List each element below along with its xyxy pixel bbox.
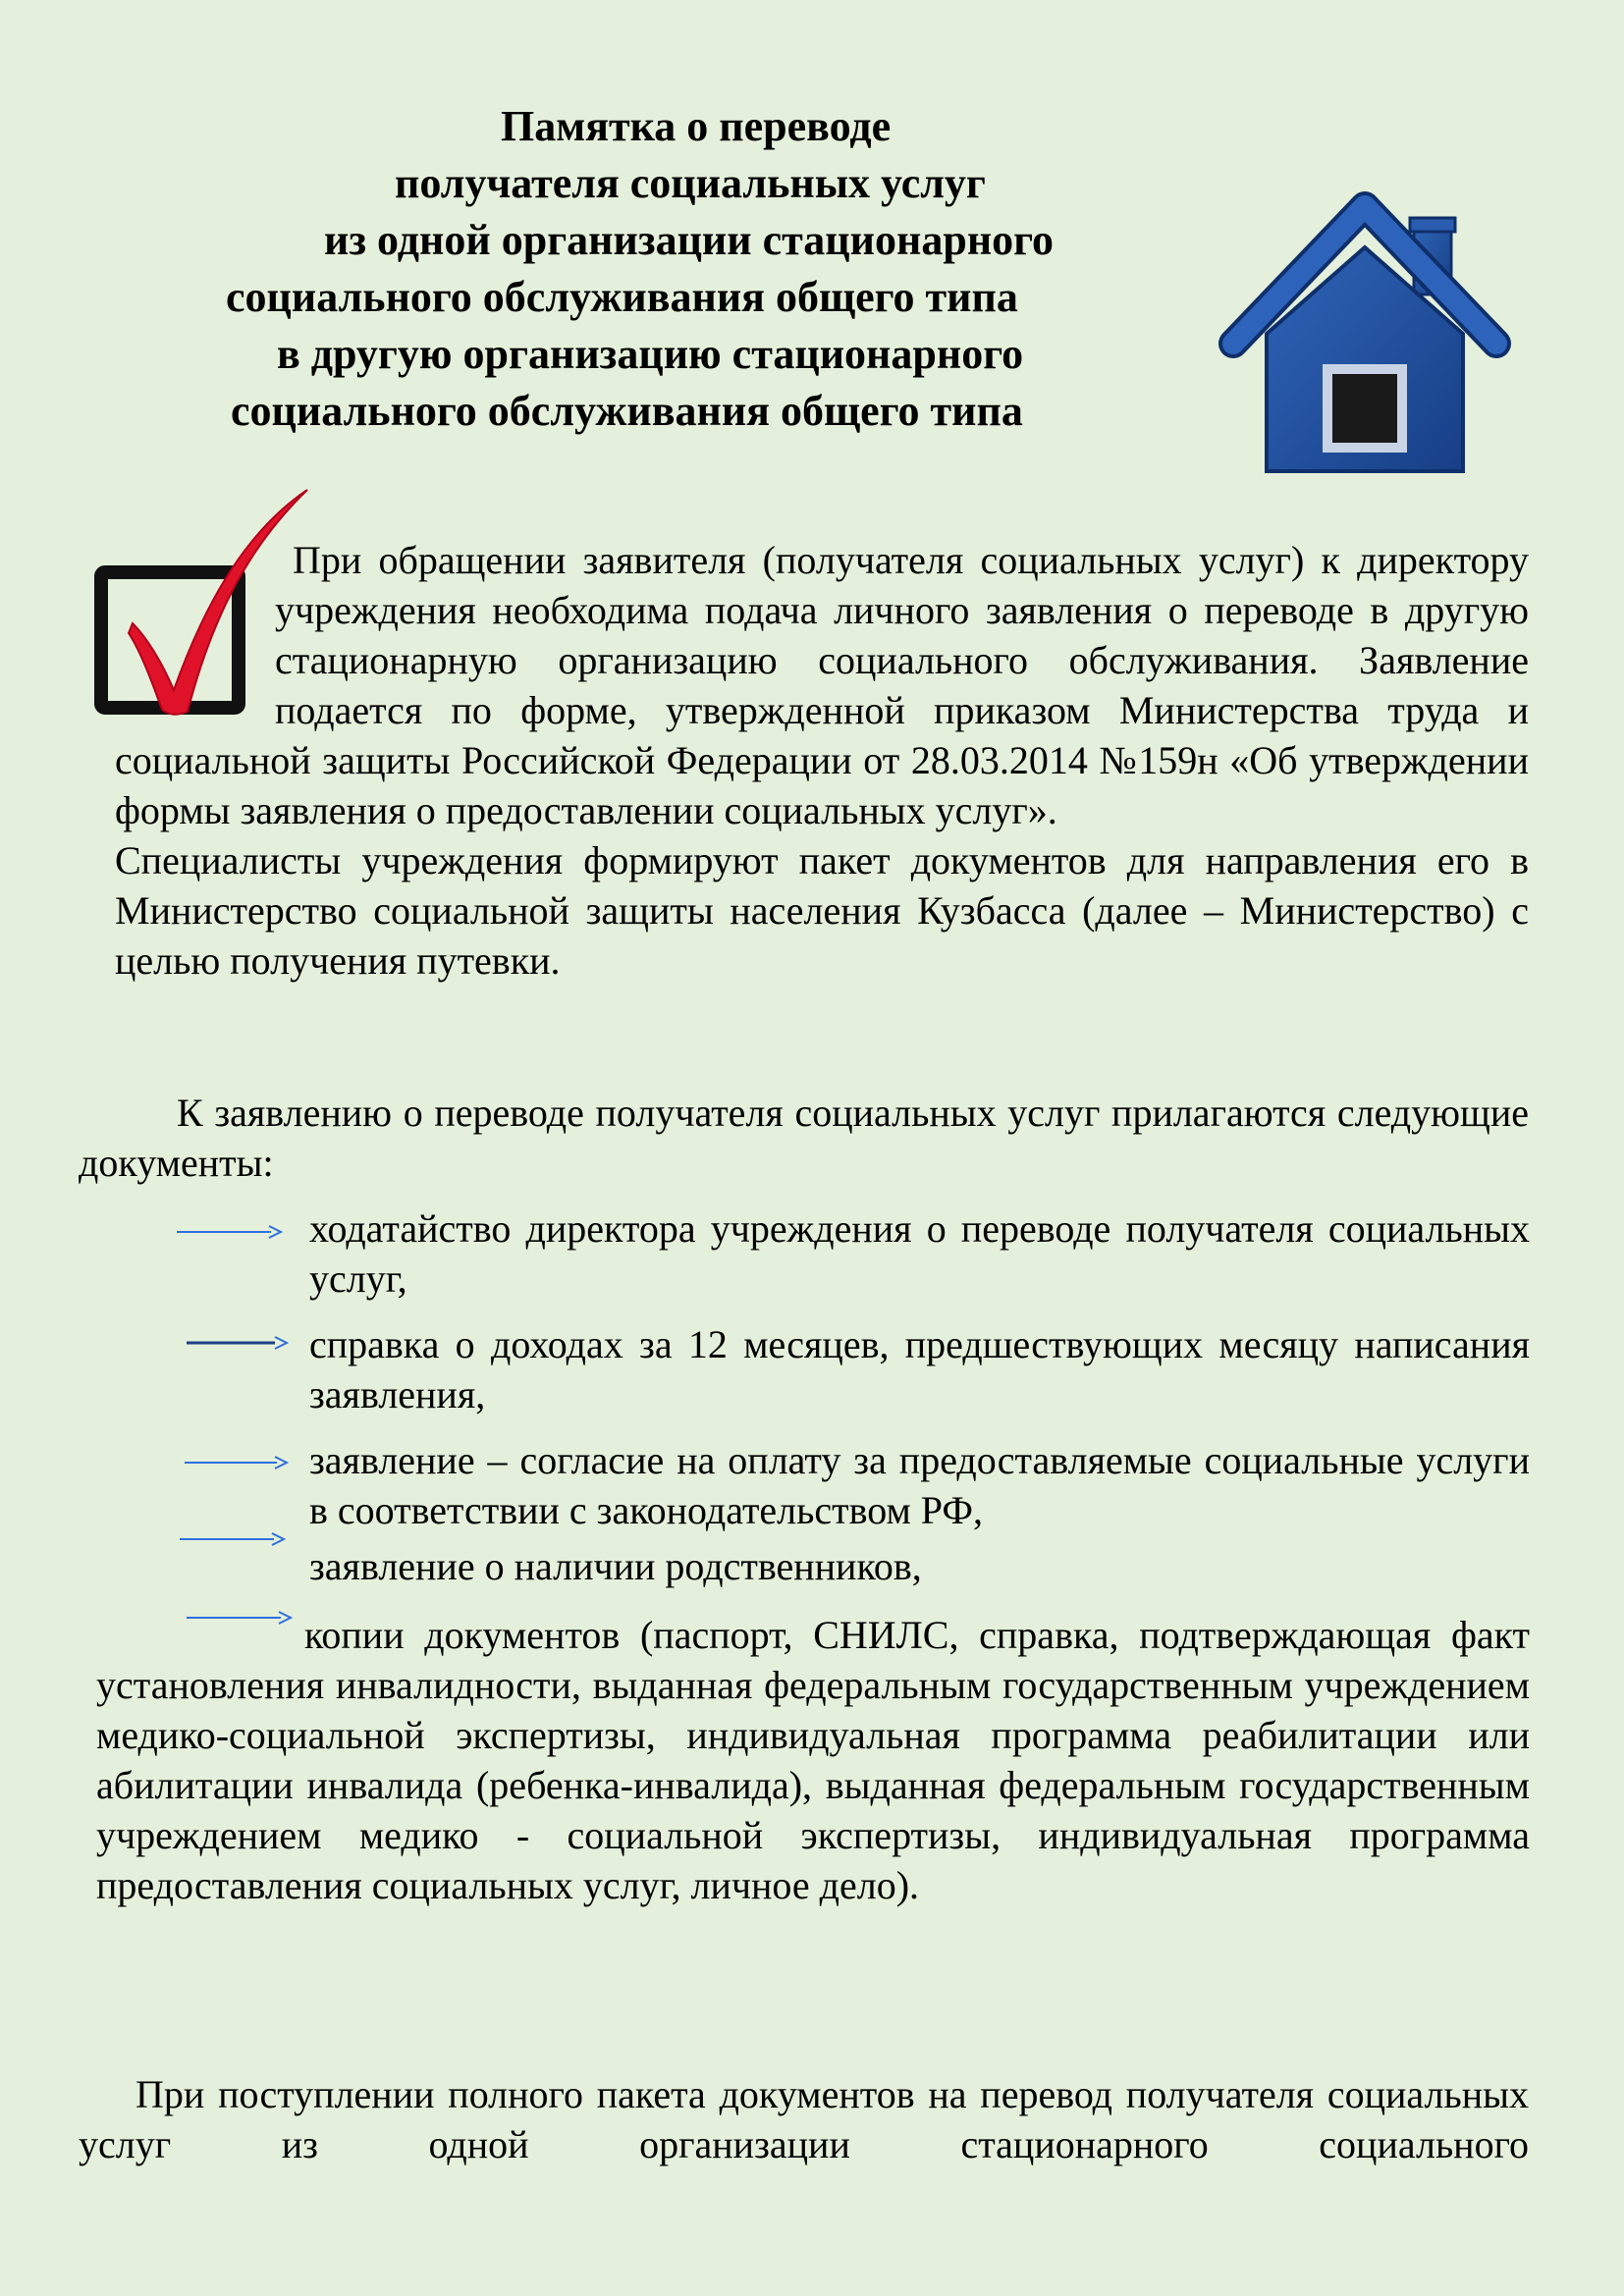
list-item-copies xyxy=(96,1610,1530,1910)
title-line: социального обслуживания общего типа xyxy=(231,387,1023,435)
list-item: заявление – согласие на оплату за предоставляемые социальные услуги в соответствии с законодательством РФ, xyxy=(309,1438,1530,1532)
list-item: справка о доходах за 12 месяцев, предшествующих месяцу написания заявления, xyxy=(309,1322,1530,1416)
title-line: Памятка о переводе xyxy=(501,102,892,150)
house-icon xyxy=(1218,187,1512,481)
final-paragraph: При поступлении полного пакета документов на перевод получателя социальных услуг из одной организации стационарного социального xyxy=(79,2072,1529,2166)
list-item: ходатайство директора учреждения о переводе получателя социальных услуг, xyxy=(309,1206,1530,1301)
document-title xyxy=(187,98,1267,440)
title-line: получателя социальных услуг xyxy=(395,159,986,207)
intro-paragraph-2: Специалисты учреждения формируют пакет документов для направления его в Министерство социальной защиты населения Кузбасса (далее – Министерство) с целью получения путевки. xyxy=(115,838,1529,983)
attachments-heading: К заявлению о переводе получателя социальных услуг прилагаются следующие документы: xyxy=(79,1091,1529,1185)
intro-paragraph-1: При обращении заявителя (получателя социальных услуг) к директору учреждения необходима подача личного заявления о переводе в другую стационарную организацию социального обслуживания. Заявление подается по форме, утвержденной приказом Министерства труда и социальной защиты Российской Федерации от 28.03.2014 №159н «Об утверждении формы заявления о предоставлении социальных услуг». xyxy=(115,535,1529,835)
arrow-right-icon xyxy=(177,1222,285,1242)
arrow-right-icon xyxy=(185,1453,293,1472)
arrow-right-icon xyxy=(187,1333,295,1353)
title-line: в другую организацию стационарного xyxy=(277,330,1024,378)
attachments-list xyxy=(309,1203,1530,1607)
list-item: заявление о наличии родственников, xyxy=(309,1544,922,1588)
title-line: из одной организации стационарного xyxy=(324,216,1055,264)
intro-section xyxy=(115,535,1529,986)
title-line: социального обслуживания общего типа xyxy=(226,273,1018,321)
arrow-right-icon xyxy=(180,1529,288,1549)
checkbox-wrap-spacer xyxy=(115,535,275,731)
copies-text: копии документов (паспорт, СНИЛС, справка, подтверждающая факт установления инвалидности, выданная федеральным государственным учреждением медико-социальной экспертизы, индивидуальная программа реабилитации или абилитации инвалида (ребенка-инвалида), выданная федеральным государственным учреждением медико - социальной экспертизы, индивидуальная программа предоставления социальных услуг, личное дело). xyxy=(96,1613,1530,1907)
